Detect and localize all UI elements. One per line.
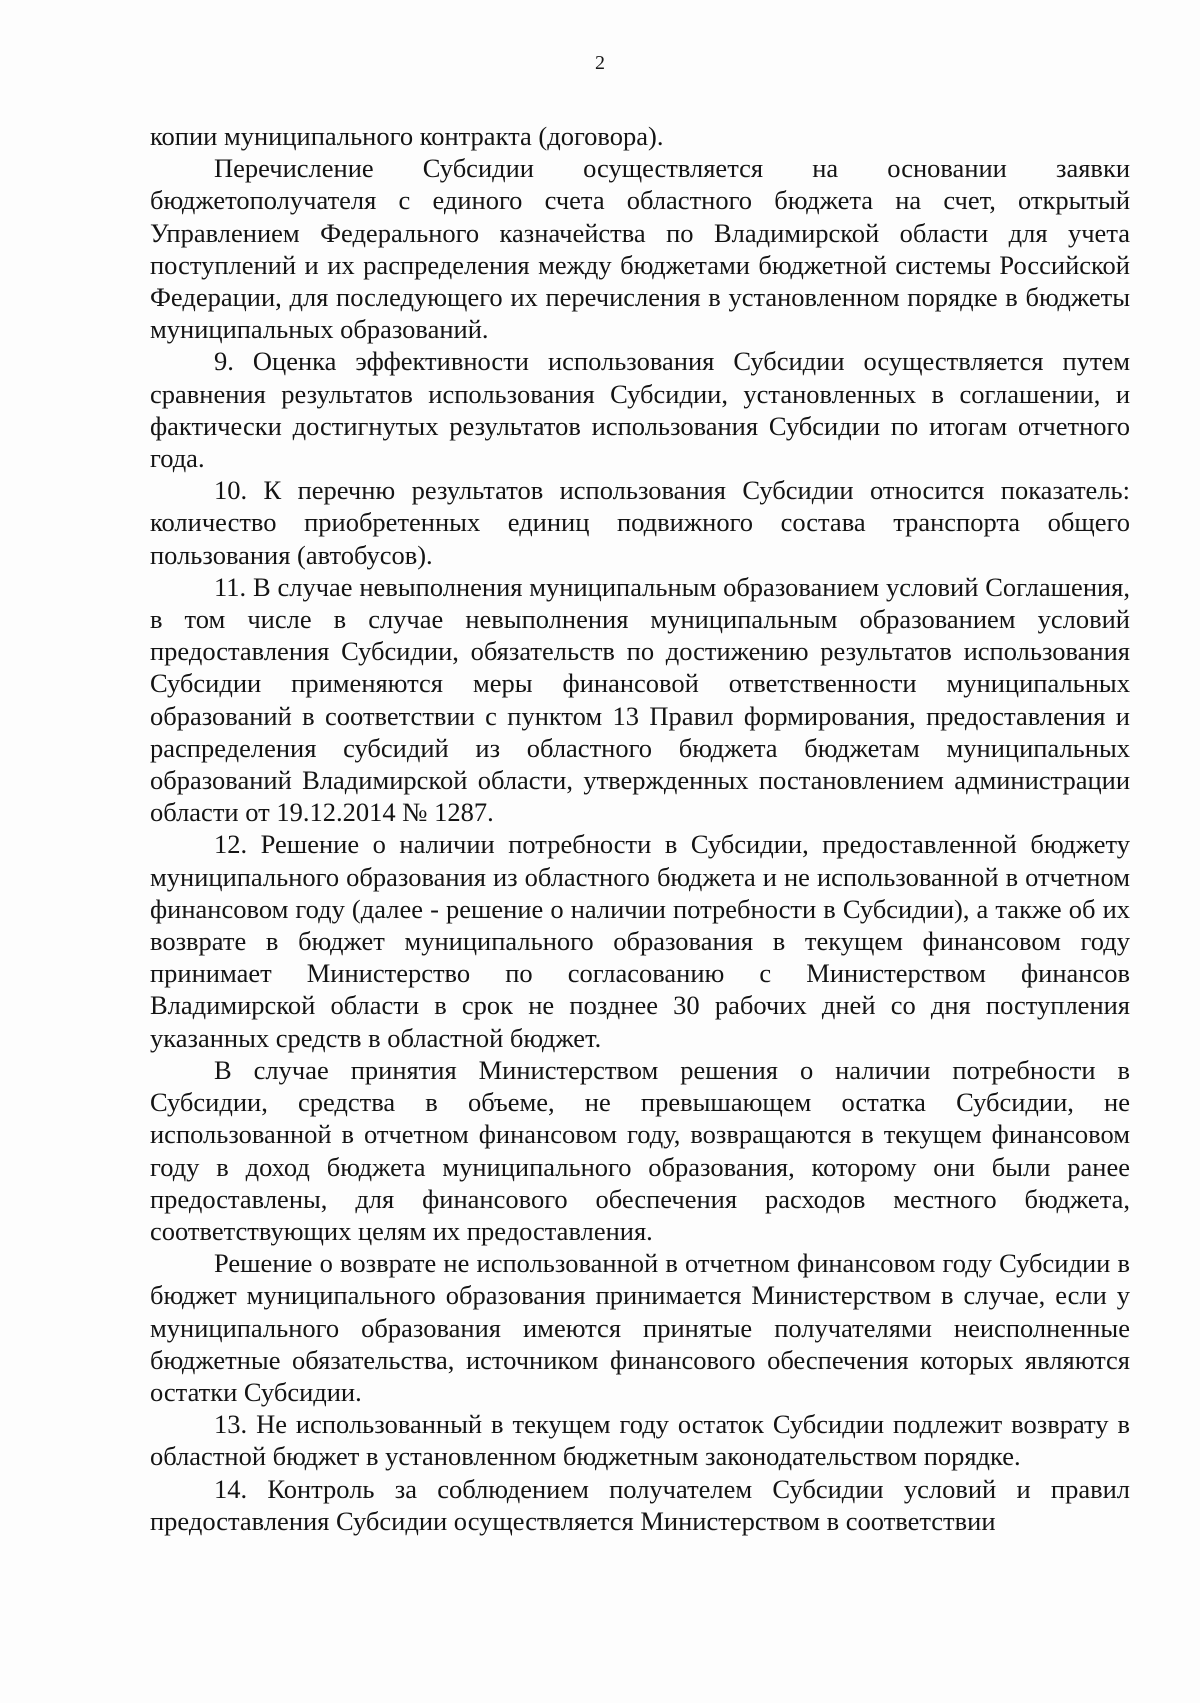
paragraph-need-decision: В случае принятия Министерством решения о наличии потребности в Субсидии, средства в объеме, не превышающем остатка Субсидии, не использованной в отчетном финансовом году, возвращаются в текущем финансовом году в доход бюджета муниципального образования, которому они были ранее предоставлены, для финансового обеспечения расходов местного бюджета, соответствующих целям их предоставления.: [150, 1054, 1130, 1246]
paragraph-item-11: 11. В случае невыполнения муниципальным образованием условий Соглашения, в том числе в случае невыполнения муниципальным образованием условий предоставления Субсидии, обязательств по достижению результатов использования Субсидии применяются меры финансовой ответственности муниципальных образований в соответствии с пунктом 13 Правил формирования, предоставления и распределения субсидий из областного бюджета бюджетам муниципальных образований Владимирской области, утвержденных постановлением администрации области от 19.12.2014 № 1287.: [150, 571, 1130, 828]
paragraph-item-12: 12. Решение о наличии потребности в Субсидии, предоставленной бюджету муниципального образования из областного бюджета и не использованной в отчетном финансовом году (далее - решение о наличии потребности в Субсидии), а также об их возврате в бюджет муниципального образования в текущем финансовом году принимает Министерство по согласованию с Министерством финансов Владимирской области в срок не позднее 30 рабочих дней со дня поступления указанных средств в областной бюджет.: [150, 829, 1130, 1053]
paragraph-subsidy-transfer: Перечисление Субсидии осуществляется на основании заявки бюджетополучателя с единого счета областного бюджета на счет, открытый Управлением Федерального казначейства по Владимирской области для учета поступлений и их распределения между бюджетами бюджетной системы Российской Федерации, для последующего их перечисления в установленном порядке в бюджеты муниципальных образований.: [150, 153, 1130, 345]
page-number: 2: [595, 52, 605, 74]
paragraph-return-decision: Решение о возврате не использованной в отчетном финансовом году Субсидии в бюджет муниципального образования принимается Министерством в случае, если у муниципального образования имеются принятые получателями неисполненные бюджетные обязательства, источником финансового обеспечения которых являются остатки Субсидии.: [150, 1248, 1130, 1407]
document-body: [150, 120, 1130, 1537]
paragraph-item-14: 14. Контроль за соблюдением получателем Субсидии условий и правил предоставления Субсидии осуществляется Министерством в соответствии: [150, 1473, 1130, 1536]
paragraph-item-13: 13. Не использованный в текущем году остаток Субсидии подлежит возврату в областной бюджет в установленном бюджетным законодательством порядке.: [150, 1409, 1130, 1472]
paragraph-item-9: 9. Оценка эффективности использования Субсидии осуществляется путем сравнения результатов использования Субсидии, установленных в соглашении, и фактически достигнутых результатов использования Субсидии по итогам отчетного года.: [150, 346, 1130, 474]
paragraph-contract-copy: копии муниципального контракта (договора).: [150, 121, 664, 151]
paragraph-item-10: 10. К перечню результатов использования Субсидии относится показатель: количество приобретенных единиц подвижного состава транспорта общего пользования (автобусов).: [150, 475, 1130, 570]
